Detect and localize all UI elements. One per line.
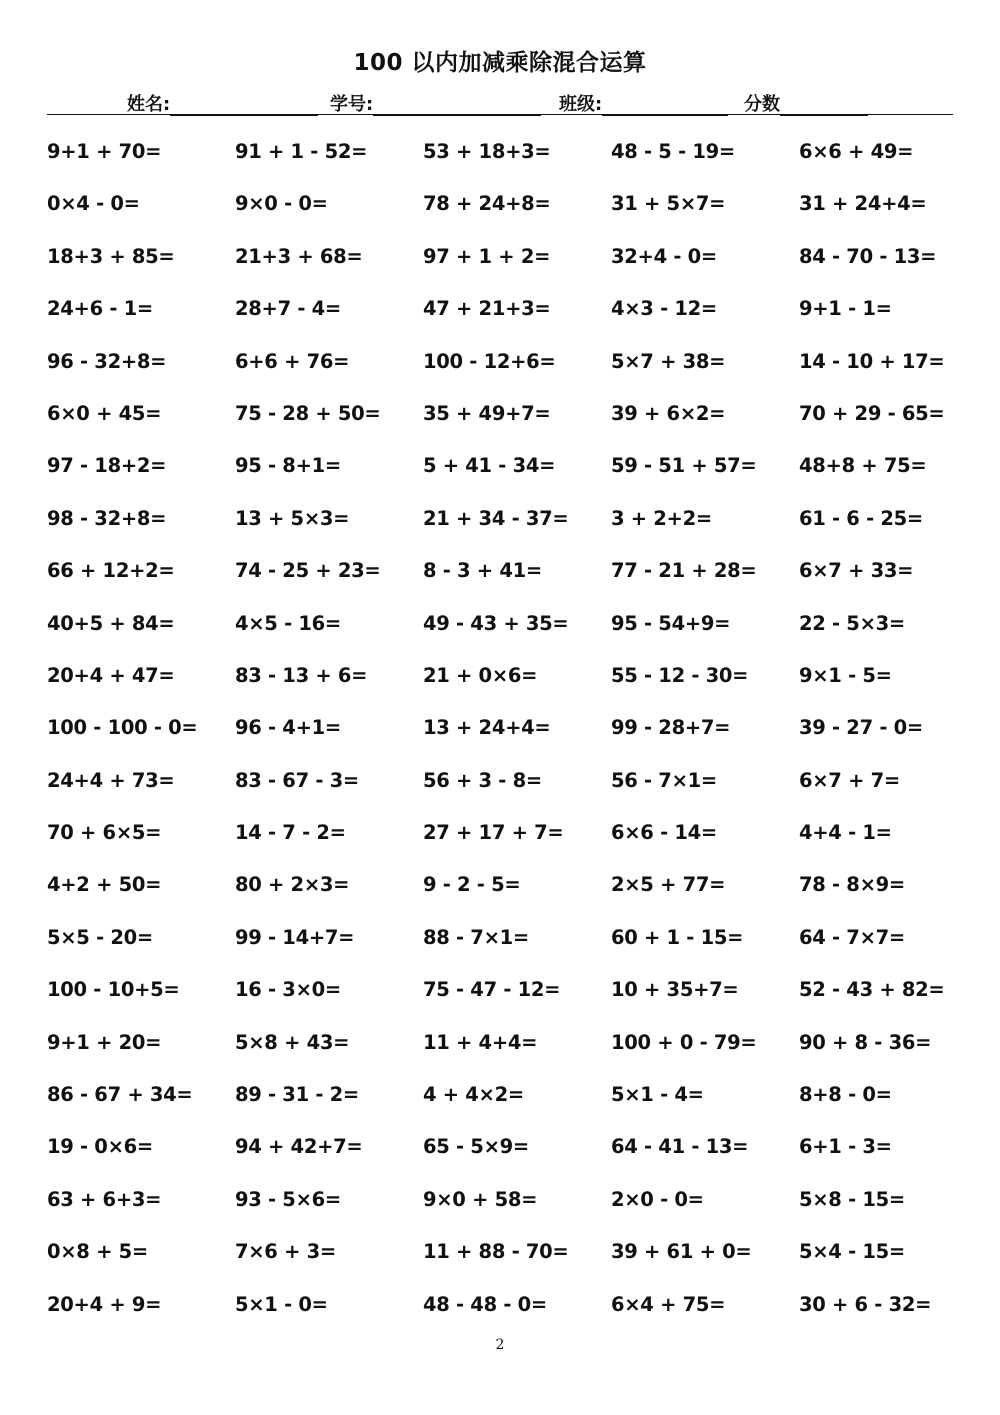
math-problem: 39 - 27 - 0= [799, 716, 923, 740]
math-problem: 13 + 24+4= [423, 716, 551, 740]
math-problem: 49 - 43 + 35= [423, 611, 569, 635]
problem-row [47, 350, 987, 402]
math-problem: 22 - 5×3= [799, 611, 905, 635]
math-problem: 89 - 31 - 2= [235, 1083, 359, 1107]
math-problem: 28+7 - 4= [235, 297, 341, 321]
math-problem: 100 - 100 - 0= [47, 716, 198, 740]
problem-row [47, 978, 987, 1030]
math-problem: 21+3 + 68= [235, 244, 363, 268]
math-problem: 95 - 8+1= [235, 454, 341, 478]
problem-row [47, 402, 987, 454]
math-problem: 11 + 4+4= [423, 1030, 538, 1054]
math-problem: 70 + 29 - 65= [799, 401, 945, 425]
math-problem: 9+1 - 1= [799, 297, 892, 321]
math-problem: 20+4 + 9= [47, 1292, 162, 1316]
math-problem: 39 + 6×2= [611, 401, 726, 425]
math-problem: 100 + 0 - 79= [611, 1030, 757, 1054]
math-problem: 6×0 + 45= [47, 401, 162, 425]
math-problem: 64 - 7×7= [799, 925, 905, 949]
math-problem: 35 + 49+7= [423, 401, 551, 425]
math-problem: 75 - 47 - 12= [423, 978, 561, 1002]
math-problem: 20+4 + 47= [47, 663, 175, 687]
math-problem: 6+1 - 3= [799, 1135, 892, 1159]
math-problem: 24+4 + 73= [47, 768, 175, 792]
math-problem: 78 + 24+8= [423, 192, 551, 216]
problem-row [47, 612, 987, 664]
math-problem: 9+1 + 70= [47, 140, 162, 163]
math-problem: 9 - 2 - 5= [423, 873, 521, 897]
name-field[interactable] [127, 90, 318, 116]
math-problem: 0×8 + 5= [47, 1240, 148, 1264]
math-problem: 39 + 61 + 0= [611, 1240, 752, 1264]
math-problem: 64 - 41 - 13= [611, 1135, 749, 1159]
math-problem: 77 - 21 + 28= [611, 559, 757, 583]
math-problem: 56 + 3 - 8= [423, 768, 542, 792]
math-problem: 80 + 2×3= [235, 873, 350, 897]
math-problem: 16 - 3×0= [235, 978, 341, 1002]
math-problem: 90 + 8 - 36= [799, 1030, 932, 1054]
class-blank[interactable] [602, 95, 728, 116]
math-problem: 88 - 7×1= [423, 925, 529, 949]
problem-row [47, 1135, 987, 1187]
math-problem: 4+4 - 1= [799, 821, 892, 845]
math-problem: 9×1 - 5= [799, 663, 892, 687]
math-problem: 47 + 21+3= [423, 297, 551, 321]
math-problem: 93 - 5×6= [235, 1187, 341, 1211]
problem-row [47, 245, 987, 297]
math-problem: 91 + 1 - 52= [235, 140, 368, 163]
math-problem: 4+2 + 50= [47, 873, 162, 897]
math-problem: 2×0 - 0= [611, 1187, 704, 1211]
math-problem: 19 - 0×6= [47, 1135, 153, 1159]
math-problem: 6×6 + 49= [799, 140, 914, 163]
math-problem: 7×6 + 3= [235, 1240, 336, 1264]
math-problem: 4 + 4×2= [423, 1083, 524, 1107]
math-problem: 53 + 18+3= [423, 140, 551, 163]
problem-row [47, 926, 987, 978]
math-problem: 14 - 7 - 2= [235, 821, 346, 845]
math-problem: 48 - 5 - 19= [611, 140, 735, 163]
math-problem: 48+8 + 75= [799, 454, 927, 478]
student-id-label: 学号: [330, 94, 374, 115]
math-problem: 3 + 2+2= [611, 506, 712, 530]
problem-row [47, 1240, 987, 1292]
math-problem: 2×5 + 77= [611, 873, 726, 897]
class-label: 班级: [559, 94, 603, 115]
math-problem: 48 - 48 - 0= [423, 1292, 547, 1316]
math-problem: 31 + 5×7= [611, 192, 726, 216]
math-problem: 98 - 32+8= [47, 506, 167, 530]
problem-row [47, 192, 987, 244]
math-problem: 99 - 28+7= [611, 716, 731, 740]
math-problem: 9×0 - 0= [235, 192, 328, 216]
math-problem: 96 - 32+8= [47, 349, 167, 373]
problem-row [47, 1188, 987, 1240]
math-problem: 83 - 67 - 3= [235, 768, 359, 792]
page-number: 2 [495, 1337, 505, 1353]
score-field[interactable] [744, 90, 868, 116]
math-problem: 84 - 70 - 13= [799, 244, 937, 268]
math-problem: 4×5 - 16= [235, 611, 341, 635]
math-problem: 21 + 34 - 37= [423, 506, 569, 530]
problem-row [47, 454, 987, 506]
problem-row [47, 507, 987, 559]
math-problem: 5×8 - 15= [799, 1187, 905, 1211]
math-problem: 55 - 12 - 30= [611, 663, 749, 687]
math-problem: 30 + 6 - 32= [799, 1292, 932, 1316]
math-problem: 66 + 12+2= [47, 559, 175, 583]
class-field[interactable] [559, 90, 728, 116]
math-problem: 5×5 - 20= [47, 925, 153, 949]
math-problem: 32+4 - 0= [611, 244, 717, 268]
math-problem: 11 + 88 - 70= [423, 1240, 569, 1264]
math-problem: 65 - 5×9= [423, 1135, 529, 1159]
math-problem: 83 - 13 + 6= [235, 663, 368, 687]
name-blank[interactable] [170, 95, 318, 116]
math-problem: 52 - 43 + 82= [799, 978, 945, 1002]
math-problem: 27 + 17 + 7= [423, 821, 564, 845]
math-problem: 4×3 - 12= [611, 297, 717, 321]
student-id-field[interactable] [330, 90, 541, 116]
problem-row [47, 559, 987, 611]
math-problem: 95 - 54+9= [611, 611, 731, 635]
math-problem: 97 + 1 + 2= [423, 244, 551, 268]
math-problem: 78 - 8×9= [799, 873, 905, 897]
problem-row [47, 140, 987, 192]
math-problem: 70 + 6×5= [47, 821, 162, 845]
problem-row [47, 297, 987, 349]
math-problem: 13 + 5×3= [235, 506, 350, 530]
math-problem: 21 + 0×6= [423, 663, 538, 687]
math-problem: 5×1 - 4= [611, 1083, 704, 1107]
problem-row [47, 664, 987, 716]
score-blank[interactable] [780, 95, 868, 116]
math-problem: 5×1 - 0= [235, 1292, 328, 1316]
math-problem: 0×4 - 0= [47, 192, 140, 216]
student-info-header [47, 88, 953, 115]
math-problem: 5×4 - 15= [799, 1240, 905, 1264]
math-problem: 6×7 + 7= [799, 768, 900, 792]
problem-grid [47, 140, 987, 1345]
worksheet-title: 100 以内加减乘除混合运算 [353, 50, 647, 76]
math-problem: 10 + 35+7= [611, 978, 739, 1002]
math-problem: 9×0 + 58= [423, 1187, 538, 1211]
problem-row [47, 769, 987, 821]
math-problem: 5×7 + 38= [611, 349, 726, 373]
math-problem: 59 - 51 + 57= [611, 454, 757, 478]
problem-row [47, 1031, 987, 1083]
problem-row [47, 1083, 987, 1135]
math-problem: 97 - 18+2= [47, 454, 167, 478]
problem-row [47, 873, 987, 925]
math-problem: 94 + 42+7= [235, 1135, 363, 1159]
math-problem: 5 + 41 - 34= [423, 454, 556, 478]
problem-row [47, 821, 987, 873]
math-problem: 100 - 10+5= [47, 978, 180, 1002]
math-problem: 63 + 6+3= [47, 1187, 162, 1211]
name-label: 姓名: [127, 94, 171, 115]
math-problem: 9+1 + 20= [47, 1030, 162, 1054]
student-id-blank[interactable] [373, 95, 541, 116]
math-problem: 75 - 28 + 50= [235, 401, 381, 425]
math-problem: 86 - 67 + 34= [47, 1083, 193, 1107]
math-problem: 8 - 3 + 41= [423, 559, 542, 583]
math-problem: 31 + 24+4= [799, 192, 927, 216]
math-problem: 8+8 - 0= [799, 1083, 892, 1107]
math-problem: 6×6 - 14= [611, 821, 717, 845]
math-problem: 6×7 + 33= [799, 559, 914, 583]
score-label: 分数 [744, 94, 780, 115]
math-problem: 40+5 + 84= [47, 611, 175, 635]
math-problem: 6×4 + 75= [611, 1292, 726, 1316]
math-problem: 99 - 14+7= [235, 925, 355, 949]
math-problem: 96 - 4+1= [235, 716, 341, 740]
math-problem: 14 - 10 + 17= [799, 349, 945, 373]
math-problem: 61 - 6 - 25= [799, 506, 923, 530]
math-problem: 24+6 - 1= [47, 297, 153, 321]
math-problem: 100 - 12+6= [423, 349, 556, 373]
math-problem: 74 - 25 + 23= [235, 559, 381, 583]
math-problem: 6+6 + 76= [235, 349, 350, 373]
math-problem: 5×8 + 43= [235, 1030, 350, 1054]
math-problem: 60 + 1 - 15= [611, 925, 744, 949]
math-problem: 56 - 7×1= [611, 768, 717, 792]
problem-row [47, 716, 987, 768]
math-problem: 18+3 + 85= [47, 244, 175, 268]
